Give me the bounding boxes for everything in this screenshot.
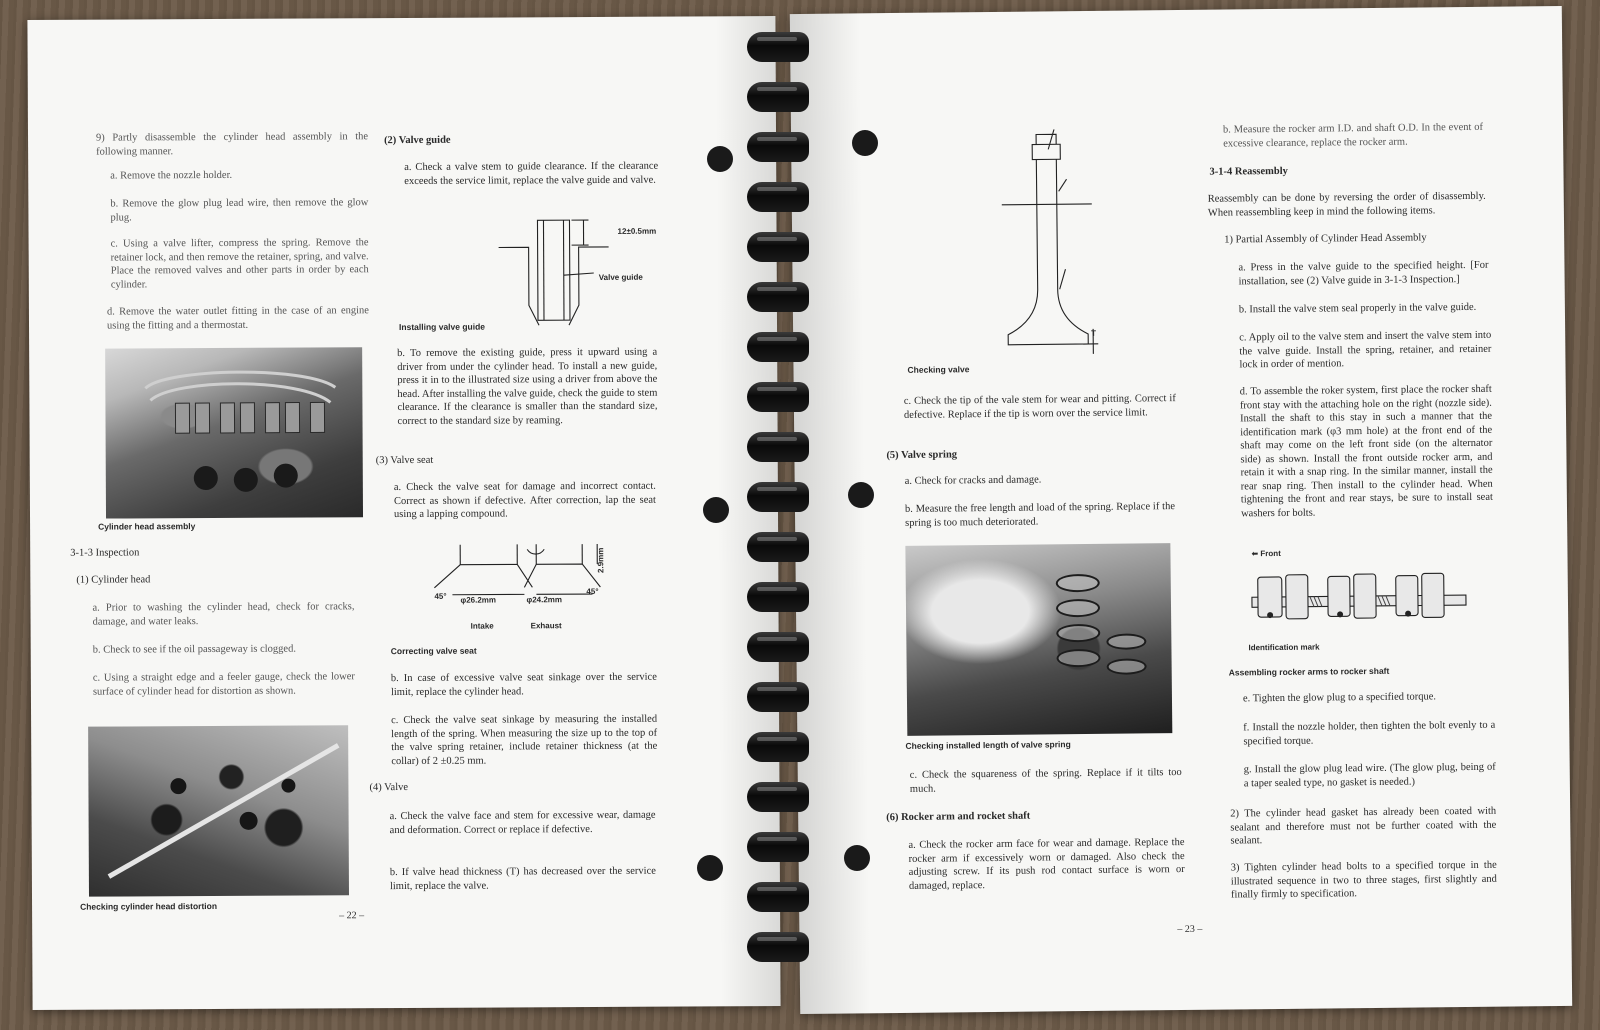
subsection-rocker-arm: (6) Rocker arm and rocket shaft [886,810,1031,824]
valve-a: a. Check the valve face and stem for excessive wear, damage and deformation. Correct or replace if defective. [389,809,656,836]
cylinder-head-c: c. Using a straight edge and a feeler gauge, check the lower surface of cylinder head for distortion as shown. [92,671,355,698]
valve-guide-dimension: 12±0.5mm [617,226,657,236]
rocker-arm-b: b. Measure the rocker arm I.D. and shaft O.D. In the event of excessive clearance, replace the rocker arm. [1222,121,1484,150]
punch-hole [848,482,874,508]
step-9d: d. Remove the water outlet fitting in the case of an engine using the fitting and a thermostat. [106,305,369,332]
subsection-valve-seat: (3) Valve seat [375,454,434,467]
reassembly-e: e. Tighten the glow plug to a specified torque. [1242,691,1437,705]
reassembly-d: d. To assemble the roker system, first place the rocker shaft front stay with the attaching hole on the right (nozzle side). Install the shaft to this stay in such a manner that the identification mark (φ3 mm hole) at the front end of the shaft may come on the left front side (on the alternator side) as shown. Install the front outside rocker arm, and retain it with a snap ring. In the similar manner, install the rear snap ring. Then install to the cylinder head. When tightening the front and rear stays, be sure to install seat washers for bolts. [1239,383,1493,519]
cylinder-head-a: a. Prior to washing the cylinder head, check for cracks, damage, and water leaks. [92,601,355,628]
rocker-arm-a: a. Check the rocker arm face for wear and damage. Replace the rocker arm if excessively worn or damaged. Also check the adjusting screw. If its push rod contact surface is worn or damaged, replace. [908,836,1185,892]
punch-hole [707,146,733,172]
valve-seat-exhaust-diameter: φ24.2mm [526,595,563,605]
valve-spring-b: b. Measure the free length and load of the spring. Replace if the spring is too much deteriorated. [904,501,1176,529]
punch-hole [852,130,878,156]
valve-spring-c: c. Check the squareness of the spring. Replace if it tilts too much. [909,767,1182,795]
valve-thickness-label: T [1091,328,1097,338]
step-9a: a. Remove the nozzle holder. [110,169,233,182]
valve-seat-height: 2.9mm [596,547,606,573]
caption-installing-valve-guide: Installing valve guide [399,321,486,333]
reassembly-a: a. Press in the valve guide to the specified height. [For installation, see (2) Valve guide in 3-1-3 Inspection.] [1238,259,1489,287]
reassembly-intro: Reassembly can be done by reversing the order of disassembly. When reassembling keep in mind the following items. [1207,190,1486,219]
valve-spring-a: a. Check for cracks and damage. [904,474,1042,487]
reassembly-2: 2) The cylinder head gasket has already been coated with sealant and therefore must not be further coated with the sealant. [1230,805,1497,847]
caption-cylinder-head-assembly: Cylinder head assembly [98,521,196,532]
rocker-shaft-diagram [1248,565,1471,637]
valve-seat-diagram [432,539,612,608]
right-page [790,6,1572,1014]
page-number-23: – 23 – [1177,923,1203,936]
valve-b: b. If valve head thickness (T) has decreased over the service limit, replace the valve. [389,865,656,892]
reassembly-g: g. Install the glow plug lead wire. (The glow plug, being of a taper sealed type, no gasket is needed.) [1243,761,1496,789]
step-9: 9) Partly disassemble the cylinder head assembly in the following manner. [96,131,369,158]
partial-assembly-heading: 1) Partial Assembly of Cylinder Head Assembly [1224,232,1427,246]
valve-guide-b: b. To remove the existing guide, press it upward using a driver from under the cylinder head. To install a new guide, press it in to the illustrated size using a driver from above the head. After installing the valve guide, check the guide to stem clearance. If the clearance is smaller than the standard size, correct to the standard size by reaming. [397,346,658,427]
subsection-valve-spring: (5) Valve spring [886,449,958,462]
punch-hole [844,845,870,871]
caption-checking-valve: Checking valve [907,364,970,375]
subsection-valve: (4) Valve [369,781,409,794]
page-number-22: – 22 – [339,910,365,922]
section-reassembly: 3-1-4 Reassembly [1209,165,1288,178]
rocker-front-label: Front [1260,548,1281,559]
valve-guide-a: a. Check a valve stem to guide clearance. If the clearance exceeds the service limit, replace the valve guide and valve. [404,160,659,187]
valve-seat-exhaust-label: Exhaust [530,621,562,631]
spiral-binding [745,0,835,1030]
left-page [27,16,780,1010]
valve-diagram [996,129,1108,362]
caption-checking-spring-length: Checking installed length of valve spring [905,739,1071,751]
section-inspection: 3-1-3 Inspection [70,547,140,559]
punch-hole [697,855,723,881]
cylinder-head-b: b. Check to see if the oil passageway is clogged. [92,643,296,656]
rocker-front-arrow: ⬅ Front [1251,548,1281,559]
reassembly-f: f. Install the nozzle holder, then tighten the bolt evenly to a specified torque. [1243,719,1496,747]
reassembly-c: c. Apply oil to the valve stem and insert the valve stem into the valve guide. Install the spring, retainer, and retainer lock in order of mention. [1239,329,1492,371]
valve-seat-angle-right: 45° [586,586,599,597]
punch-hole [703,497,729,523]
valve-seat-intake-diameter: φ26.2mm [460,595,497,605]
caption-cylinder-head-distortion: Checking cylinder head distortion [80,900,218,912]
valve-seat-angle-left: 45° [434,591,447,601]
valve-seat-b: b. In case of excessive valve seat sinkage over the service limit, replace the cylinder head. [390,671,657,698]
valve-seat-c: c. Check the valve seat sinkage by measuring the installed length of the spring. When measuring the size up to the top of the valve spring retainer, include retainer thickness (at the collar) of 2 ±0.25 mm. [391,713,658,767]
valve-seat-intake-label: Intake [470,621,494,631]
valve-seat-a: a. Check the valve seat for damage and incorrect contact. Correct as shown if defective. After correction, lap the seat using a lapping compound. [393,480,656,521]
valve-spring-photo [905,543,1172,736]
reassembly-b: b. Install the valve stem seal properly in the valve guide. [1238,301,1477,316]
subsection-valve-guide: (2) Valve guide [384,134,451,147]
valve-c: c. Check the tip of the vale stem for wear and pitting. Correct if defective. Replace if the tip is worn over the service limit. [903,393,1176,421]
cylinder-head-photo [105,347,363,518]
caption-assembling-rocker-arms: Assembling rocker arms to rocker shaft [1228,665,1390,678]
rocker-identification-mark-label: Identification mark [1248,642,1320,653]
reassembly-3: 3) Tighten cylinder head bolts to a specified torque in the illustrated sequence in two to three stages, first slightly and finally firmly to specification. [1230,859,1497,901]
step-9c: c. Using a valve lifter, compress the spring. Remove the retainer lock, and then remove the retainer, spring, and valve. Place the removed valves and other parts in order by each cylinder. [110,237,369,291]
valve-guide-label: Valve guide [598,272,643,282]
subsection-cylinder-head: (1) Cylinder head [76,574,151,586]
caption-correcting-valve-seat: Correcting valve seat [390,645,477,657]
cylinder-head-distortion-photo [88,725,349,896]
step-9b: b. Remove the glow plug lead wire, then remove the glow plug. [110,197,369,224]
